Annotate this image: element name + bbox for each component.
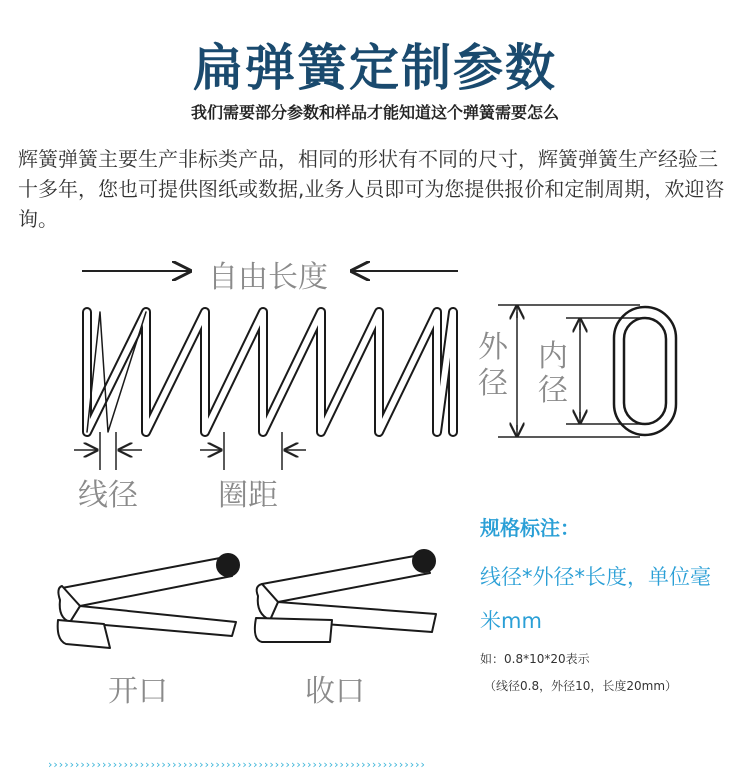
spec-example-line1: 如：0.8*10*20表示	[480, 652, 590, 666]
spec-description: 线径*外径*长度，单位毫米mm	[480, 565, 711, 633]
outer-diameter-label: 外径	[478, 330, 508, 401]
spring-side-view	[87, 312, 453, 432]
spring-end-view	[614, 307, 676, 435]
page-title: 扁弹簧定制参数	[193, 39, 557, 97]
footer-divider: ››››››››››››››››››››››››››››››››››››››››››››››››››››››››››››››››››››››	[48, 758, 426, 771]
closed-end-illustration	[255, 550, 436, 642]
spec-example-line2: （线径0.8，外径10，长度20mm）	[484, 679, 678, 693]
wire-diameter-marker	[74, 432, 142, 470]
page-subtitle: 我们需要部分参数和样品才能知道这个弹簧需要怎么	[190, 103, 559, 122]
pitch-label: 圈距	[218, 478, 278, 513]
open-end-illustration	[58, 554, 239, 648]
free-length-label: 自由长度	[208, 260, 328, 295]
intro-text: 辉簧弹簧主要生产非标类产品，相同的形状有不同的尺寸，辉簧弹簧生产经验三十多年，您也可提供图纸或数据,业务人员即可为您提供报价和定制周期，欢迎咨询。	[18, 147, 725, 231]
pitch-marker	[200, 432, 306, 470]
inner-diameter-marker	[566, 318, 645, 424]
wire-diameter-label: 线径	[78, 478, 138, 513]
inner-diameter-label: 内径	[538, 339, 568, 408]
open-end-label: 开口	[108, 674, 168, 709]
spec-title: 规格标注：	[480, 516, 580, 540]
closed-end-label: 收口	[305, 674, 365, 709]
